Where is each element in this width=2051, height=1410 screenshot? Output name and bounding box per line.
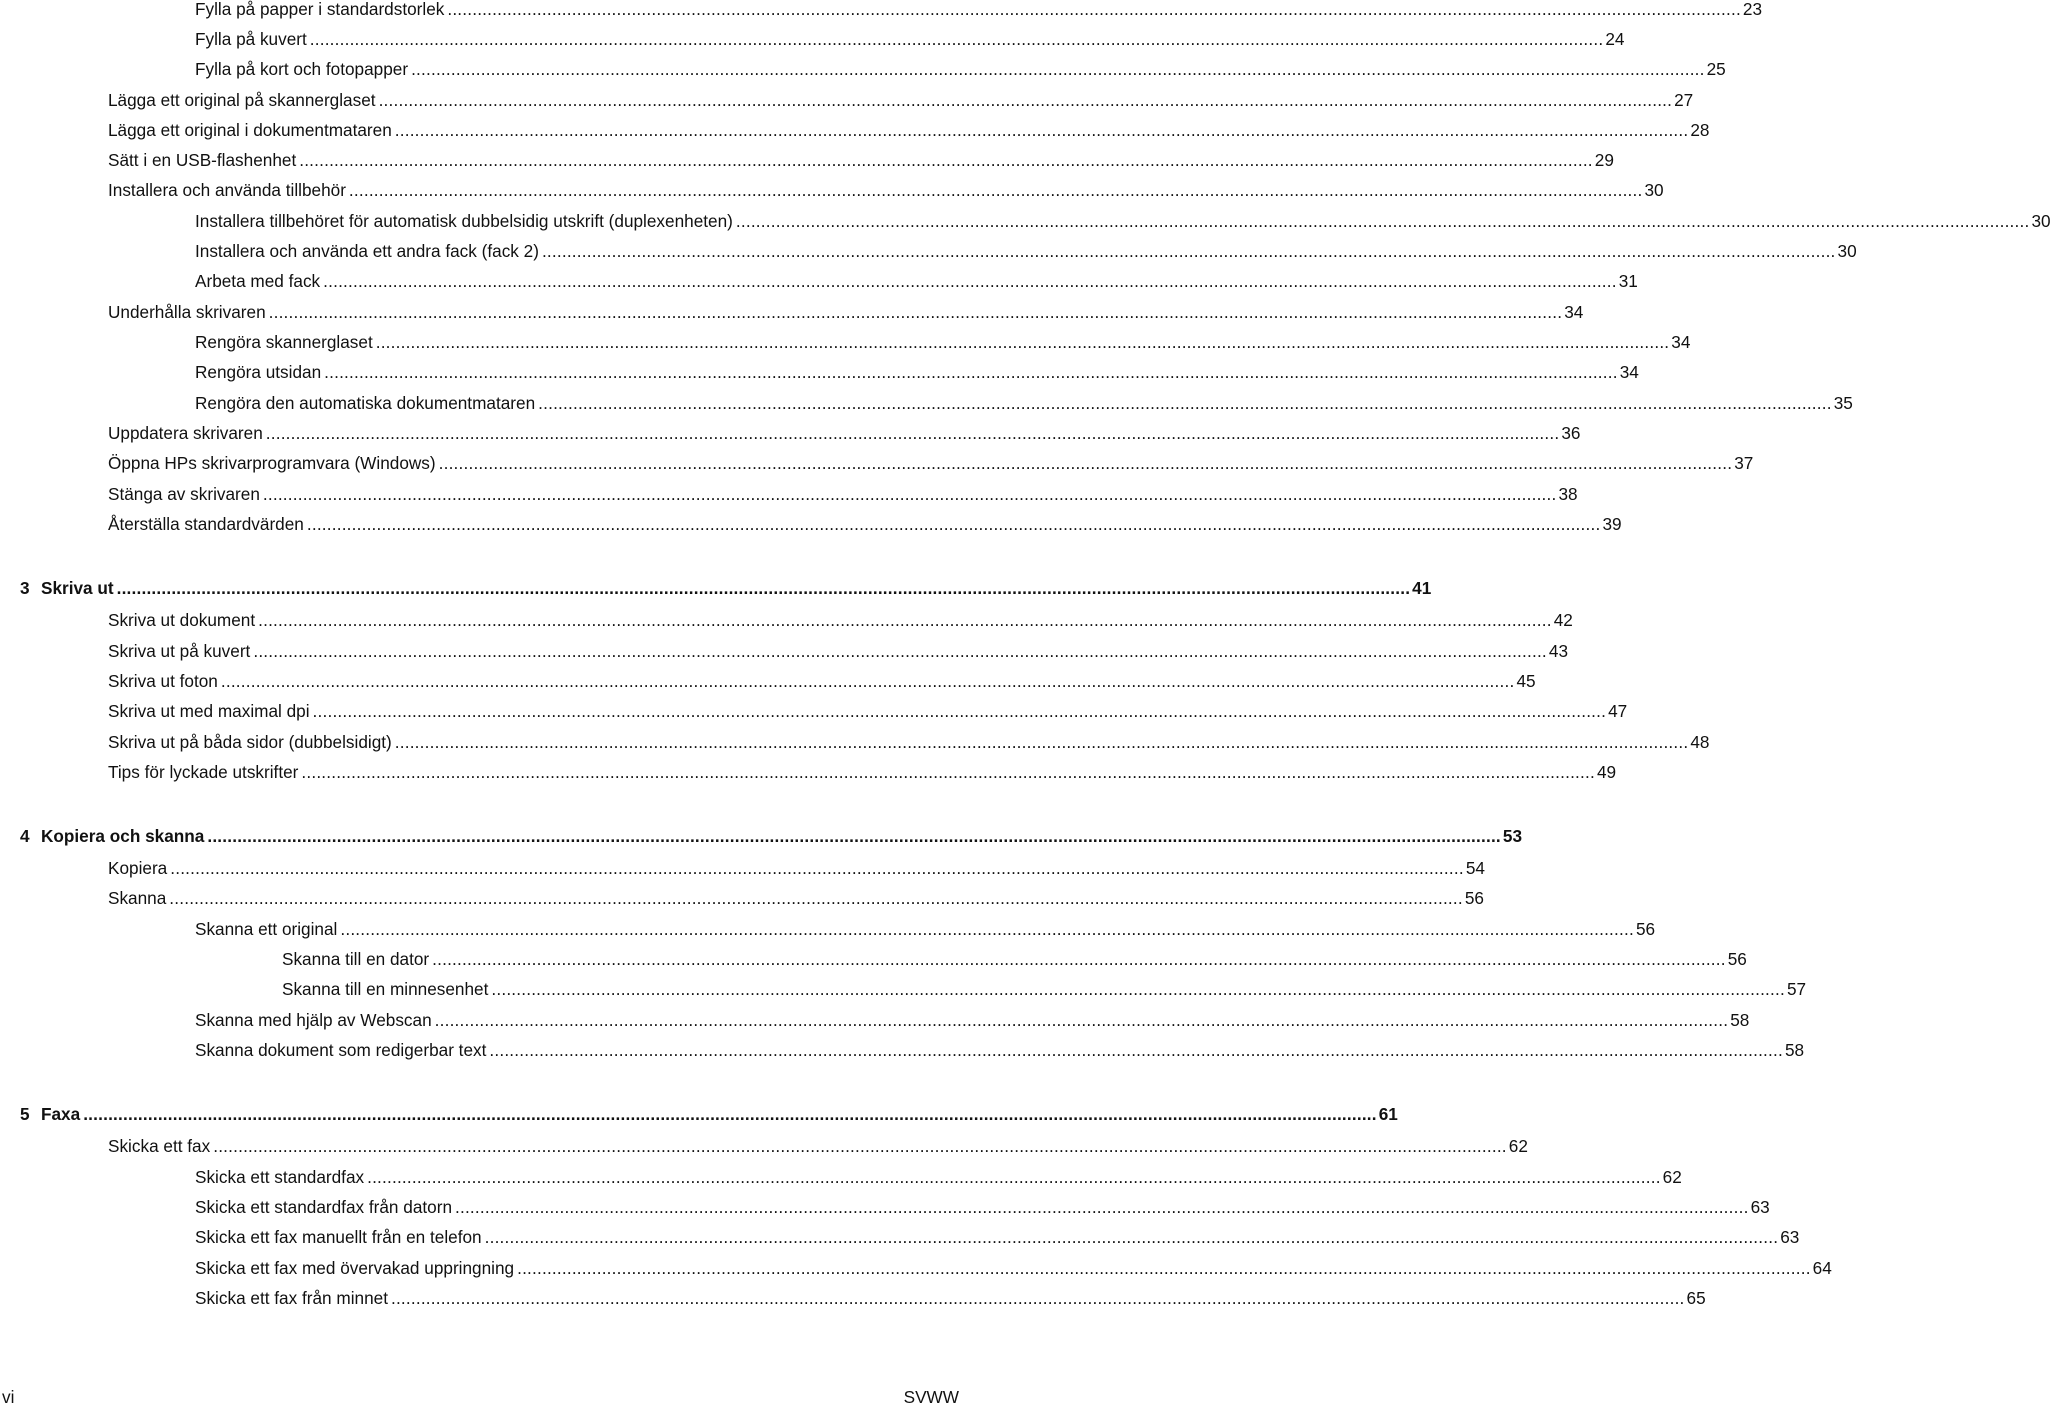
toc-entry[interactable] (108, 698, 1628, 724)
toc-entry-title (108, 855, 167, 881)
toc-entry[interactable] (108, 299, 1584, 325)
toc-entry[interactable] (195, 1037, 1805, 1063)
toc-page-number: 23 (1742, 0, 1763, 19)
toc-entry-label: Skriva ut med maximal dpi (108, 701, 310, 721)
toc-entry-label: Skanna dokument som redigerbar text (195, 1040, 487, 1060)
toc-entry[interactable] (108, 668, 1536, 694)
toc-page-number: 49 (1596, 762, 1617, 782)
toc-entry[interactable] (195, 26, 1625, 52)
toc-entry-label: Installera tillbehöret för automatisk dubbelsidig utskrift (duplexenheten) (195, 211, 733, 231)
dot-leader: .................................................................................................................................................................................................................................................................... (312, 701, 1607, 721)
toc-entry-title (195, 329, 373, 355)
toc-entry-title (195, 390, 535, 416)
toc-entry-title (20, 1101, 80, 1127)
toc-entry[interactable] (108, 147, 1614, 173)
toc-entry-title (108, 885, 166, 911)
toc-page-number: 27 (1674, 90, 1694, 110)
dot-leader: .................................................................................................................................................................................................................................................................... (116, 578, 1411, 598)
toc-entry[interactable] (195, 916, 1656, 942)
dot-leader: .................................................................................................................................................................................................................................................................... (213, 1136, 1507, 1156)
toc-page-number: 37 (1734, 453, 1754, 473)
page-number: vi (2, 1387, 15, 1407)
toc-entry-label: Skriva ut (41, 578, 114, 598)
toc-entry-label: Öppna HPs skrivarprogramvara (Windows) (108, 453, 436, 473)
toc-entry-title (282, 976, 488, 1002)
toc-entry[interactable] (108, 1133, 1528, 1159)
toc-entry-title (195, 1194, 452, 1220)
toc-page-number: 47 (1608, 701, 1628, 721)
toc-page-number: 57 (1786, 979, 1807, 999)
chapter-number: 5 (20, 1104, 30, 1124)
toc-entry-title (195, 0, 444, 22)
toc-page-number: 43 (1548, 641, 1569, 661)
toc-entry[interactable] (108, 855, 1485, 881)
dot-leader: .................................................................................................................................................................................................................................................................... (411, 59, 1705, 79)
toc-entry-label: Rengöra skannerglaset (195, 332, 373, 352)
toc-entry[interactable] (195, 56, 1726, 82)
toc-page-number: 42 (1553, 610, 1573, 630)
toc-entry-title (195, 916, 337, 942)
toc-page-number: 29 (1594, 150, 1614, 170)
toc-entry-title (108, 607, 255, 633)
toc-entry-title (108, 147, 296, 173)
toc-entry-title (108, 481, 260, 507)
toc-entry-title (195, 1007, 432, 1033)
toc-entry[interactable] (195, 359, 1639, 385)
dot-leader: .................................................................................................................................................................................................................................................................... (541, 241, 1836, 261)
dot-leader: .................................................................................................................................................................................................................................................................... (253, 641, 1547, 661)
toc-entry-title (108, 668, 218, 694)
toc-entry-title (108, 87, 376, 113)
toc-entry-label: Skicka ett standardfax från datorn (195, 1197, 452, 1217)
toc-page-number: 38 (1558, 484, 1578, 504)
dot-leader: .................................................................................................................................................................................................................................................................... (348, 180, 1643, 200)
toc-entry-title (195, 26, 307, 52)
toc-entry-title (108, 729, 392, 755)
toc-entry-title (195, 359, 321, 385)
dot-leader: .................................................................................................................................................................................................................................................................... (324, 362, 1618, 382)
toc-entry[interactable] (195, 1194, 1770, 1220)
toc-entry-label: Skanna med hjälp av Webscan (195, 1010, 432, 1030)
toc-entry-label: Kopiera (108, 858, 168, 878)
toc-entry-title (195, 1255, 514, 1281)
toc-entry-title (195, 208, 733, 234)
dot-leader: .................................................................................................................................................................................................................................................................... (375, 332, 1670, 352)
toc-entry-label: Lägga ett original på skannerglaset (108, 90, 376, 110)
toc-entry-title (195, 1164, 364, 1190)
toc-entry-title (108, 698, 310, 724)
toc-page-number: 62 (1508, 1136, 1528, 1156)
toc-page-number: 58 (1784, 1040, 1805, 1060)
toc-entry-label: Fylla på kuvert (195, 29, 307, 49)
toc-page-number: 30 (1837, 241, 1857, 261)
toc-entry-label: Återställa standardvärden (108, 514, 304, 534)
toc-entry-label: Kopiera och skanna (41, 826, 205, 846)
toc-page-number: 63 (1780, 1227, 1800, 1247)
toc-page-number: 28 (1690, 120, 1710, 140)
toc-entry[interactable] (108, 511, 1622, 537)
toc-entry-title (195, 1224, 482, 1250)
dot-leader: .................................................................................................................................................................................................................................................................... (390, 1288, 1685, 1308)
dot-leader: .................................................................................................................................................................................................................................................................... (220, 671, 1515, 691)
dot-leader: .................................................................................................................................................................................................................................................................... (323, 271, 1617, 291)
toc-entry-title (282, 946, 429, 972)
toc-page-number: 61 (1378, 1104, 1398, 1124)
toc-entry-label: Uppdatera skrivaren (108, 423, 263, 443)
toc-entry[interactable] (108, 885, 1484, 911)
toc-entry[interactable] (108, 759, 1617, 785)
toc-entry[interactable] (108, 638, 1569, 664)
toc-entry-label: Lägga ett original i dokumentmataren (108, 120, 392, 140)
toc-entry-label: Installera och använda tillbehör (108, 180, 346, 200)
toc-entry-label: Skanna ett original (195, 919, 338, 939)
dot-leader: .................................................................................................................................................................................................................................................................... (268, 302, 1563, 322)
toc-entry[interactable] (195, 329, 1691, 355)
toc-entry[interactable] (195, 1285, 1706, 1311)
toc-entry-label: Skicka ett fax (108, 1136, 211, 1156)
dot-leader: .................................................................................................................................................................................................................................................................... (262, 484, 1557, 504)
toc-entry-label: Skriva ut på båda sidor (dubbelsidigt) (108, 732, 392, 752)
toc-entry[interactable] (195, 0, 1763, 22)
toc-page-number: 34 (1564, 302, 1584, 322)
dot-leader: .................................................................................................................................................................................................................................................................... (434, 1010, 1729, 1030)
toc-entry[interactable] (195, 268, 1638, 294)
toc-entry-title (108, 420, 263, 446)
toc-entry[interactable] (195, 390, 1853, 416)
toc-entry-label: Arbeta med fack (195, 271, 321, 291)
dot-leader: .................................................................................................................................................................................................................................................................... (432, 949, 1726, 969)
toc-entry[interactable] (195, 208, 2051, 234)
toc-chapter[interactable] (20, 575, 1432, 601)
toc-entry[interactable] (108, 87, 1694, 113)
dot-leader: .................................................................................................................................................................................................................................................................... (538, 393, 1832, 413)
toc-entry[interactable] (282, 946, 1747, 972)
toc-entry-title (20, 575, 114, 601)
toc-page-number: 25 (1706, 59, 1726, 79)
toc-page-number: 62 (1662, 1167, 1682, 1187)
toc-page-number: 45 (1516, 671, 1536, 691)
dot-leader: .................................................................................................................................................................................................................................................................... (484, 1227, 1779, 1247)
dot-leader: .................................................................................................................................................................................................................................................................... (394, 120, 1689, 140)
toc-entry[interactable] (108, 420, 1581, 446)
chapter-number: 3 (20, 578, 30, 598)
toc-entry-label: Faxa (41, 1104, 81, 1124)
toc-entry-label: Skriva ut dokument (108, 610, 256, 630)
toc-entry[interactable] (108, 481, 1578, 507)
dot-leader: .................................................................................................................................................................................................................................................................... (207, 826, 1501, 846)
toc-page-number: 56 (1727, 949, 1747, 969)
dot-leader: .................................................................................................................................................................................................................................................................... (169, 888, 1463, 908)
dot-leader: .................................................................................................................................................................................................................................................................... (378, 90, 1673, 110)
toc-page-number: 65 (1686, 1288, 1706, 1308)
toc-chapter[interactable] (20, 1101, 1398, 1127)
toc-entry-title (108, 117, 392, 143)
toc-entry-title (195, 1285, 388, 1311)
toc-entry-label: Skanna till en dator (282, 949, 430, 969)
dot-leader: .................................................................................................................................................................................................................................................................... (340, 919, 1634, 939)
dot-leader: .................................................................................................................................................................................................................................................................... (491, 979, 1785, 999)
toc-entry[interactable] (108, 729, 1710, 755)
dot-leader: .................................................................................................................................................................................................................................................................... (517, 1258, 1811, 1278)
dot-leader: .................................................................................................................................................................................................................................................................... (265, 423, 1560, 443)
dot-leader: .................................................................................................................................................................................................................................................................... (447, 0, 1741, 19)
dot-leader: .................................................................................................................................................................................................................................................................... (299, 150, 1593, 170)
toc-entry[interactable] (195, 1007, 1750, 1033)
dot-leader: .................................................................................................................................................................................................................................................................... (306, 514, 1601, 534)
toc-page-number: 58 (1730, 1010, 1750, 1030)
toc-page-number: 48 (1690, 732, 1710, 752)
toc-entry[interactable] (195, 238, 1857, 264)
toc-entry-title (108, 511, 304, 537)
toc-page-number: 24 (1605, 29, 1625, 49)
toc-page-number: 36 (1561, 423, 1581, 443)
toc-entry-title (108, 1133, 210, 1159)
toc-page-number: 30 (1644, 180, 1664, 200)
toc-entry-title (195, 1037, 486, 1063)
toc-page-number: 54 (1465, 858, 1485, 878)
toc-page-number: 34 (1671, 332, 1691, 352)
toc-entry-label: Fylla på papper i standardstorlek (195, 0, 445, 19)
toc-entry-title (108, 638, 250, 664)
toc-page-number: 34 (1619, 362, 1639, 382)
dot-leader: .................................................................................................................................................................................................................................................................... (309, 29, 1604, 49)
toc-entry-label: Skicka ett fax manuellt från en telefon (195, 1227, 482, 1247)
toc-entry-title (195, 56, 408, 82)
toc-entry-title (108, 177, 346, 203)
toc-entry-label: Skicka ett fax med övervakad uppringning (195, 1258, 515, 1278)
toc-entry[interactable] (195, 1224, 1800, 1250)
dot-leader: .................................................................................................................................................................................................................................................................... (394, 732, 1689, 752)
toc-page-number: 41 (1412, 578, 1432, 598)
toc-entry-label: Rengöra den automatiska dokumentmataren (195, 393, 536, 413)
dot-leader: .................................................................................................................................................................................................................................................................... (735, 211, 2030, 231)
toc-page-number: 64 (1812, 1258, 1832, 1278)
dot-leader: .................................................................................................................................................................................................................................................................... (367, 1167, 1661, 1187)
toc-page-number: 63 (1750, 1197, 1770, 1217)
toc-entry[interactable] (195, 1164, 1682, 1190)
toc-entry-title (108, 759, 298, 785)
toc-entry[interactable] (108, 607, 1573, 633)
toc-page-number: 31 (1618, 271, 1638, 291)
toc-entry[interactable] (108, 450, 1754, 476)
toc-page-number: 39 (1602, 514, 1622, 534)
dot-leader: .................................................................................................................................................................................................................................................................... (489, 1040, 1783, 1060)
toc-entry-title (108, 450, 436, 476)
toc-entry-title (20, 823, 204, 849)
toc-entry[interactable] (282, 976, 1807, 1002)
dot-leader: .................................................................................................................................................................................................................................................................... (258, 610, 1552, 630)
toc-entry[interactable] (108, 117, 1710, 143)
toc-entry-label: Rengöra utsidan (195, 362, 322, 382)
toc-chapter[interactable] (20, 823, 1523, 849)
toc-entry[interactable] (195, 1255, 1832, 1281)
toc-page-number: 56 (1635, 919, 1656, 939)
dot-leader: .................................................................................................................................................................................................................................................................... (170, 858, 1464, 878)
toc-entry-title (195, 268, 320, 294)
toc-entry-label: Sätt i en USB-flashenhet (108, 150, 297, 170)
toc-entry-title (108, 299, 266, 325)
toc-entry-label: Skriva ut på kuvert (108, 641, 251, 661)
toc-page-number: 35 (1833, 393, 1853, 413)
dot-leader: .................................................................................................................................................................................................................................................................... (438, 453, 1733, 473)
toc-entry[interactable] (108, 177, 1664, 203)
toc-entry-label: Skicka ett standardfax (195, 1167, 365, 1187)
dot-leader: .................................................................................................................................................................................................................................................................... (83, 1104, 1377, 1124)
toc-entry-title (195, 238, 539, 264)
toc-page-number: 56 (1464, 888, 1484, 908)
toc-entry-label: Skanna till en minnesenhet (282, 979, 489, 999)
toc-entry-label: Tips för lyckade utskrifter (108, 762, 299, 782)
toc-entry-label: Stänga av skrivaren (108, 484, 260, 504)
toc-entry-label: Fylla på kort och fotopapper (195, 59, 409, 79)
toc-entry-label: Skicka ett fax från minnet (195, 1288, 388, 1308)
document-code: SVWW (903, 1387, 959, 1407)
dot-leader: .................................................................................................................................................................................................................................................................... (455, 1197, 1749, 1217)
toc-page-number: 53 (1502, 826, 1523, 846)
toc-entry-label: Installera och använda ett andra fack (fack 2) (195, 241, 539, 261)
toc-page-number: 30 (2031, 211, 2051, 231)
chapter-number: 4 (20, 826, 30, 846)
dot-leader: .................................................................................................................................................................................................................................................................... (301, 762, 1595, 782)
toc-entry-label: Skanna (108, 888, 167, 908)
toc-entry-label: Underhålla skrivaren (108, 302, 266, 322)
toc-entry-label: Skriva ut foton (108, 671, 218, 691)
